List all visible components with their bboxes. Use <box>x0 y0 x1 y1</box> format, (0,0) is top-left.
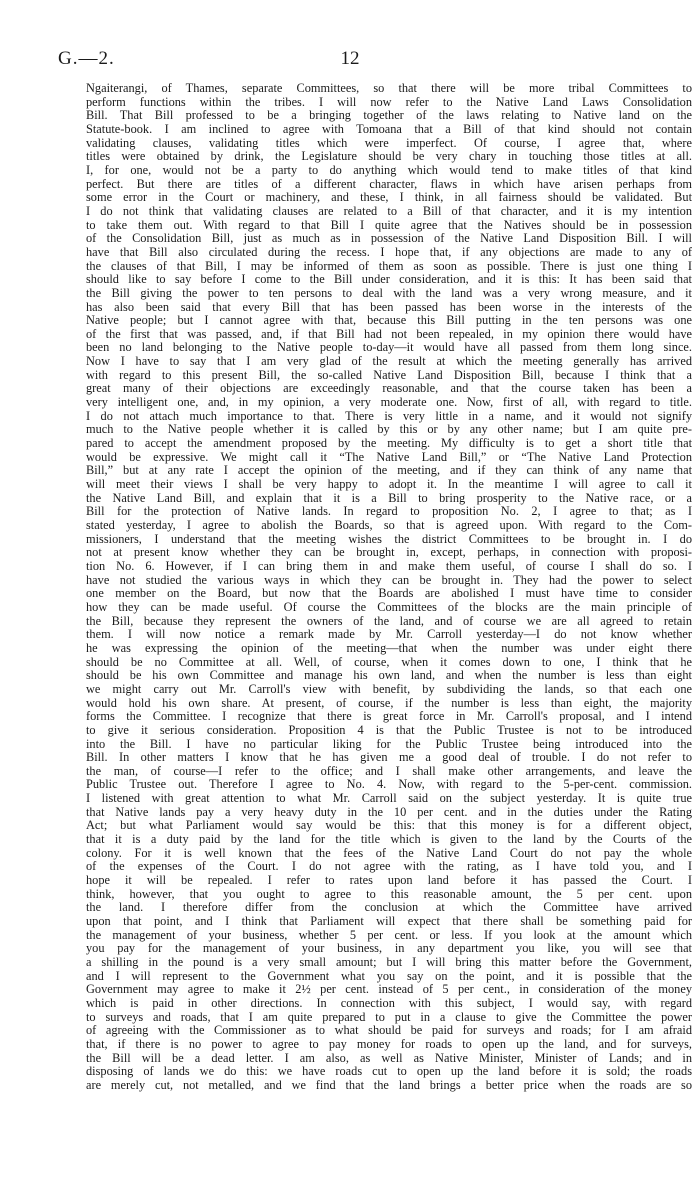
text-line: I do not attach much importance to that. There is very little in a name, and it would not signify <box>86 409 692 423</box>
text-line: validating clauses, validating titles which were imperfect. Of course, I agree that, where <box>86 136 692 150</box>
text-line: a shilling in the pound is a very small amount; but I will bring this matter before the Government, <box>86 956 692 969</box>
text-line: the Bill giving the power to ten persons to deal with the land was a very wrong measure, and it <box>86 286 692 300</box>
text-line: have that Bill also circulated during the recess. I hope that, if any objections are made to any of <box>86 245 692 259</box>
text-line: some error in the Court or machinery, and these, I think, in all fairness should be validated. But <box>86 191 692 205</box>
text-line: Bill,” but at any rate I accept the opinion of the meeting, and if they can think of any name that <box>86 464 692 478</box>
text-line: of agreeing with the Commissioner as to what should be paid for surveys and roads; for I am afraid <box>86 1024 692 1038</box>
text-line: Act; but what Parliament would say would be this: that this money is for a different object, <box>86 819 692 833</box>
text-line: should like to say before I come to the Bill under consideration, and it is this: It has been said that <box>86 273 692 287</box>
page-number: 12 <box>340 48 360 69</box>
text-line: the man, of course—I refer to the office; and I shall make other arrangements, and leave the <box>86 764 692 778</box>
text-line: Bill. That Bill professed to be a bringing together of the laws relating to Native land on the <box>86 109 692 123</box>
text-line: perfect. But there are titles of a different character, flaws in which have arisen perhaps from <box>86 177 692 191</box>
body-text <box>86 82 692 1093</box>
text-line: the management of your business, whether 5 per cent. or less. If you look at the amount which <box>86 928 692 942</box>
text-line: stated yesterday, I agree to abolish the Boards, so that is agreed upon. With regard to the Com- <box>86 519 692 532</box>
text-line: Bill. In other matters I know that he has given me a good deal of trouble. I do not refer to <box>86 751 692 765</box>
text-line: hope it will be repealed. I refer to rates upon land before it has passed the Court. I <box>86 874 692 888</box>
text-line: Native people; but I cannot agree with that, because this Bill putting in the ten persons was one <box>86 314 692 328</box>
text-line: think, however, that you ought to agree to this reasonable amount, the 5 per cent. upon <box>86 887 692 901</box>
text-line: great many of their objections are exceedingly reasonable, and that the course taken has been a <box>86 382 692 396</box>
text-line: would be expressive. We might call it “The Native Land Bill,” or “The Native Land Protection <box>86 450 692 464</box>
text-line: are merely cut, not metalled, and we find that the land brings a better price when the roads are so <box>86 1078 692 1092</box>
text-line: into the Bill. I have no particular liking for the Public Trustee being introduced into the <box>86 737 692 751</box>
text-line: much to the Native people whether it is called by this or by any other name; but I am quite pre- <box>86 423 692 437</box>
text-line: has also been said that every Bill that has been passed has been worse in the interests of the <box>86 300 692 314</box>
text-line: that Native lands pay a very heavy duty in the 10 per cent. and in the duties under the Rating <box>86 805 692 819</box>
text-line: of the first that was passed, and, if that Bill had not been repealed, in my opinion there would have <box>86 327 692 341</box>
text-line: tion No. 6. However, if I can bring them in and make them useful, of course I shall do so. I <box>86 559 692 573</box>
text-line: I, for one, would not be a party to do anything which would tend to make titles of that kind <box>86 163 692 177</box>
text-line: the Bill will be a dead letter. I am also, as well as Native Minister, Minister of Lands; and in <box>86 1051 692 1065</box>
text-line: perform functions within the tribes. I will now refer to the Native Land Laws Consolidation <box>86 95 692 109</box>
text-line: the clauses of that Bill, I may be informed of them as soon as possible. There is just one thing I <box>86 259 692 273</box>
text-line: pared to accept the amendment proposed by the meeting. My difficulty is to get a short title that <box>86 437 692 451</box>
text-line: to surveys and roads, that I am quite prepared to put in a clause to give the Committee the power <box>86 1010 692 1024</box>
text-line: should be his own Committee and manage his own land, and when the number is less than eight <box>86 669 692 683</box>
text-line: to give it serious consideration. Proposition 4 is that the Public Trustee is not to be introduced <box>86 723 692 737</box>
text-line: the Native Land Bill, and explain that it is a Bill to bring prosperity to the Native race, or a <box>86 491 692 505</box>
text-line: titles were obtained by drink, the Legislature should be very chary in touching those titles at all. <box>86 150 692 164</box>
text-line: of the Consolidation Bill, just as much as in possession of the Native Land Disposition Bill. I will <box>86 232 692 246</box>
text-line: upon that point, and I think that Parliament will expect that there shall be something paid for <box>86 915 692 929</box>
text-line: forms the Committee. I recognize that there is great force in Mr. Carroll's proposal, and I intend <box>86 710 692 724</box>
text-line: them. I will now notice a remark made by Mr. Carroll yesterday—I do not know whether <box>86 628 692 642</box>
text-line: have not studied the various ways in which they can be brought in. They had the power to select <box>86 573 692 587</box>
text-line: one member on the Board, but now that the Boards are abolished I must have time to consider <box>86 587 692 601</box>
text-line: Government may agree to make it 2½ per cent. instead of 5 per cent., in consideration of the money <box>86 983 692 997</box>
page-header <box>0 0 700 70</box>
text-line: I do not think that validating clauses are related to a Bill of that character, and it is my intention <box>86 204 692 218</box>
text-line: he was expressing the opinion of the meeting—that when the number was under eight there <box>86 641 692 655</box>
text-line: disposing of lands we do this: we have roads cut to open up the land before it is sold; the roads <box>86 1065 692 1079</box>
text-line: very intelligent one, and, in my opinion, a very moderate one. Now, first of all, with regard to title. <box>86 396 692 410</box>
text-line: Bill for the protection of Native lands. In regard to proposition No. 2, I agree to that; as I <box>86 505 692 519</box>
text-line: missioners, I understand that the meeting wishes the district Committees to be brought in. I do <box>86 532 692 546</box>
text-line: with regard to this present Bill, the so-called Native Land Disposition Bill, because I think that a <box>86 368 692 382</box>
text-line: Ngaiterangi, of Thames, separate Committees, so that there will be more tribal Committees to <box>86 82 692 95</box>
text-line: would hold his own share. At present, of course, if the number is less than eight, the majority <box>86 696 692 710</box>
text-line: that it is a duty paid by the land for the title which is given to the land by the Courts of the <box>86 833 692 847</box>
text-line: of the expenses of the Court. I do not agree with the rating, as I have told you, and I <box>86 860 692 874</box>
text-line: colony. For it is well known that the fees of the Native Land Court do not pay the whole <box>86 846 692 860</box>
text-line: and I will represent to the Government what you say on the point, and it is possible that the <box>86 969 692 983</box>
text-line: Statute-book. I am inclined to agree with Tomoana that a Bill of that kind should not contain <box>86 122 692 136</box>
text-line: the Bill, because they represent the owners of the land, and of course we are all agreed to retain <box>86 614 692 628</box>
text-line: will meet their views I shall be very happy to adopt it. In the meantime I will agree to call it <box>86 478 692 492</box>
text-line: which is paid in other directions. In connection with this subject, I would say, with regard <box>86 996 692 1010</box>
text-line: how they can be made useful. Of course the Committees of the blocks are the main principle of <box>86 600 692 614</box>
text-line: that, if there is no power to agree to pay money for roads to open up the land, and for surveys, <box>86 1037 692 1051</box>
text-line: you pay for the management of your business, in any department you like, you will see that <box>86 942 692 956</box>
text-line: the land. I therefore differ from the conclusion at which the Committee have arrived <box>86 901 692 915</box>
text-line: Now I have to say that I am very glad of the result at which the meeting generally has arrived <box>86 355 692 369</box>
text-line: to take them out. With regard to that Bill I quite agree that the Natives should be in possession <box>86 218 692 232</box>
text-line: should be no Committee at all. Well, of course, when it comes down to one, I think that he <box>86 655 692 669</box>
document-reference: G.—2. <box>58 48 115 69</box>
text-line: not at present know whether they can be brought in, except, perhaps, in connection with proposi- <box>86 546 692 560</box>
text-line: we might carry out Mr. Carroll's view with benefit, by subdividing the lands, so that each one <box>86 682 692 696</box>
text-line: been no land belonging to the Native people to-day—it would have all passed from them long since. <box>86 341 692 355</box>
text-line: I listened with great attention to what Mr. Carroll said on the subject yesterday. It is quite true <box>86 792 692 806</box>
text-line: Public Trustee out. Therefore I agree to No. 4. Now, with regard to the 5-per-cent. commission. <box>86 778 692 792</box>
